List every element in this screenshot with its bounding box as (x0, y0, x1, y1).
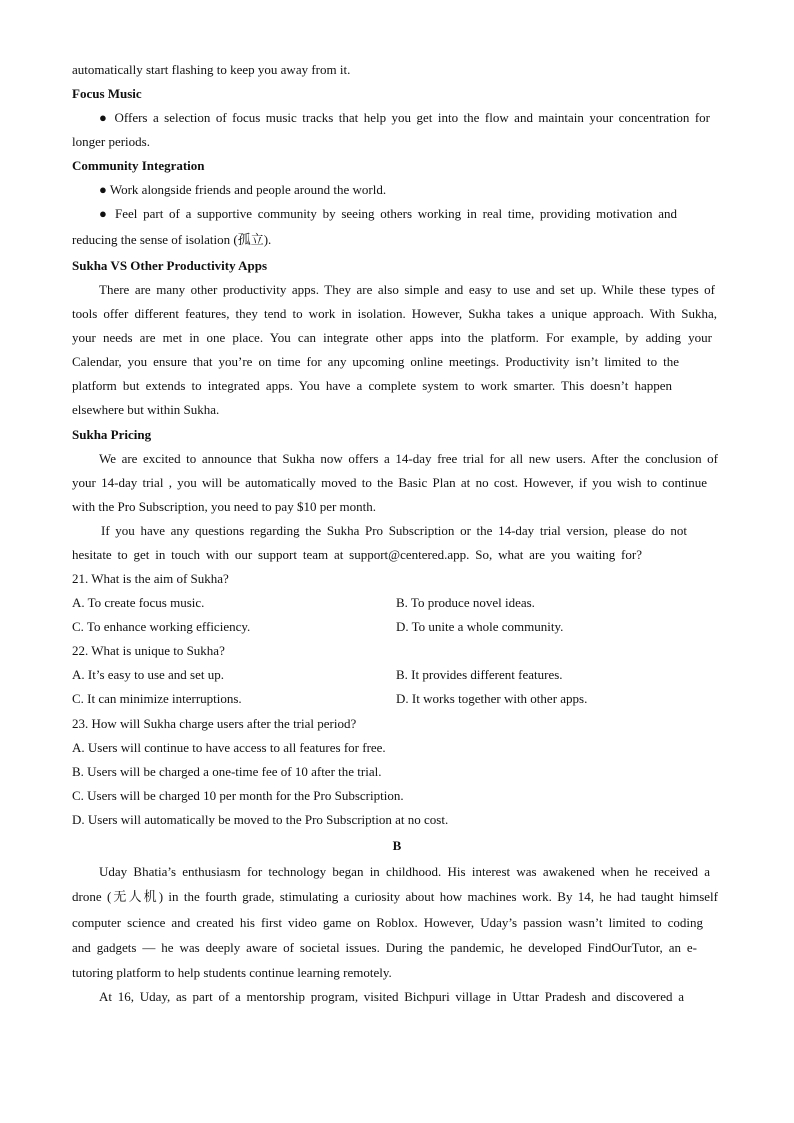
paragraph-line: and gadgets — he was deeply aware of societal issues. During the pandemic, he developed FindOurTutor, an e- (72, 940, 697, 955)
question-22: 22. What is unique to Sukha? (72, 643, 225, 658)
paragraph-line: At 16, Uday, as part of a mentorship program, visited Bichpuri village in Uttar Pradesh and discovered a (99, 989, 684, 1004)
section-b-heading: B (392, 838, 402, 853)
paragraph-line: your 14-day trial , you will be automatically moved to the Basic Plan at no cost. However, if you wish to continue (72, 475, 707, 490)
bullet-item: ● Offers a selection of focus music tracks that help you get into the flow and maintain your concentration for (99, 110, 710, 125)
option-21-b: B. To produce novel ideas. (396, 595, 535, 610)
section-heading-focus-music: Focus Music (72, 86, 142, 101)
paragraph-line: your needs are met in one place. You can integrate other apps into the platform. For example, by adding your (72, 330, 712, 345)
option-22-d: D. It works together with other apps. (396, 691, 588, 706)
option-22-c: C. It can minimize interruptions. (72, 691, 242, 706)
paragraph-line: with the Pro Subscription, you need to pay $10 per month. (72, 499, 377, 514)
text-line: longer periods. (72, 134, 150, 149)
paragraph-line: Calendar, you ensure that you’re on time for any upcoming online meetings. Productivity isn’t limited to the (72, 354, 679, 369)
paragraph-line: elsewhere but within Sukha. (72, 402, 220, 417)
paragraph-line: tools offer different features, they tend to work in isolation. However, Sukha takes a unique approach. With Sukha, (72, 306, 717, 321)
question-23: 23. How will Sukha charge users after the trial period? (72, 716, 357, 731)
section-heading-vs: Sukha VS Other Productivity Apps (72, 258, 268, 273)
text-line: automatically start flashing to keep you away from it. (72, 62, 351, 77)
option-23-c: C. Users will be charged 10 per month for the Pro Subscription. (72, 788, 404, 803)
paragraph-line: platform but extends to integrated apps. You have a complete system to work smarter. This doesn’t happen (72, 378, 672, 393)
option-22-b: B. It provides different features. (396, 667, 563, 682)
paragraph-line: hesitate to get in touch with our support team at support@centered.app. So, what are you waiting for? (72, 547, 642, 562)
option-22-a: A. It’s easy to use and set up. (72, 667, 225, 682)
paragraph-line: computer science and created his first video game on Roblox. However, Uday’s passion wasn’t limited to coding (72, 915, 703, 930)
bullet-item: ● Feel part of a supportive community by seeing others working in real time, providing motivation and (99, 206, 677, 221)
section-heading-pricing: Sukha Pricing (72, 427, 152, 442)
paragraph-line: If you have any questions regarding the Sukha Pro Subscription or the 14-day trial version, please do not (101, 523, 687, 538)
option-23-d: D. Users will automatically be moved to the Pro Subscription at no cost. (72, 812, 449, 827)
paragraph-line: drone (无人机) in the fourth grade, stimulating a curiosity about how machines work. By 14, he had taught himself (72, 889, 718, 904)
paragraph-line: There are many other productivity apps. They are also simple and easy to use and set up. While these types of (99, 282, 715, 297)
section-heading-community: Community Integration (72, 158, 205, 173)
paragraph-line: tutoring platform to help students continue learning remotely. (72, 965, 392, 980)
option-21-c: C. To enhance working efficiency. (72, 619, 251, 634)
option-21-a: A. To create focus music. (72, 595, 205, 610)
option-23-a: A. Users will continue to have access to all features for free. (72, 740, 386, 755)
text-line: reducing the sense of isolation (孤立). (72, 232, 272, 247)
paragraph-line: Uday Bhatia’s enthusiasm for technology began in childhood. His interest was awakened when he received a (99, 864, 710, 879)
bullet-item: ● Work alongside friends and people around the world. (99, 182, 387, 197)
option-23-b: B. Users will be charged a one-time fee of 10 after the trial. (72, 764, 382, 779)
question-21: 21. What is the aim of Sukha? (72, 571, 229, 586)
paragraph-line: We are excited to announce that Sukha now offers a 14-day free trial for all new users. After the conclusion of (99, 451, 718, 466)
option-21-d: D. To unite a whole community. (396, 619, 564, 634)
